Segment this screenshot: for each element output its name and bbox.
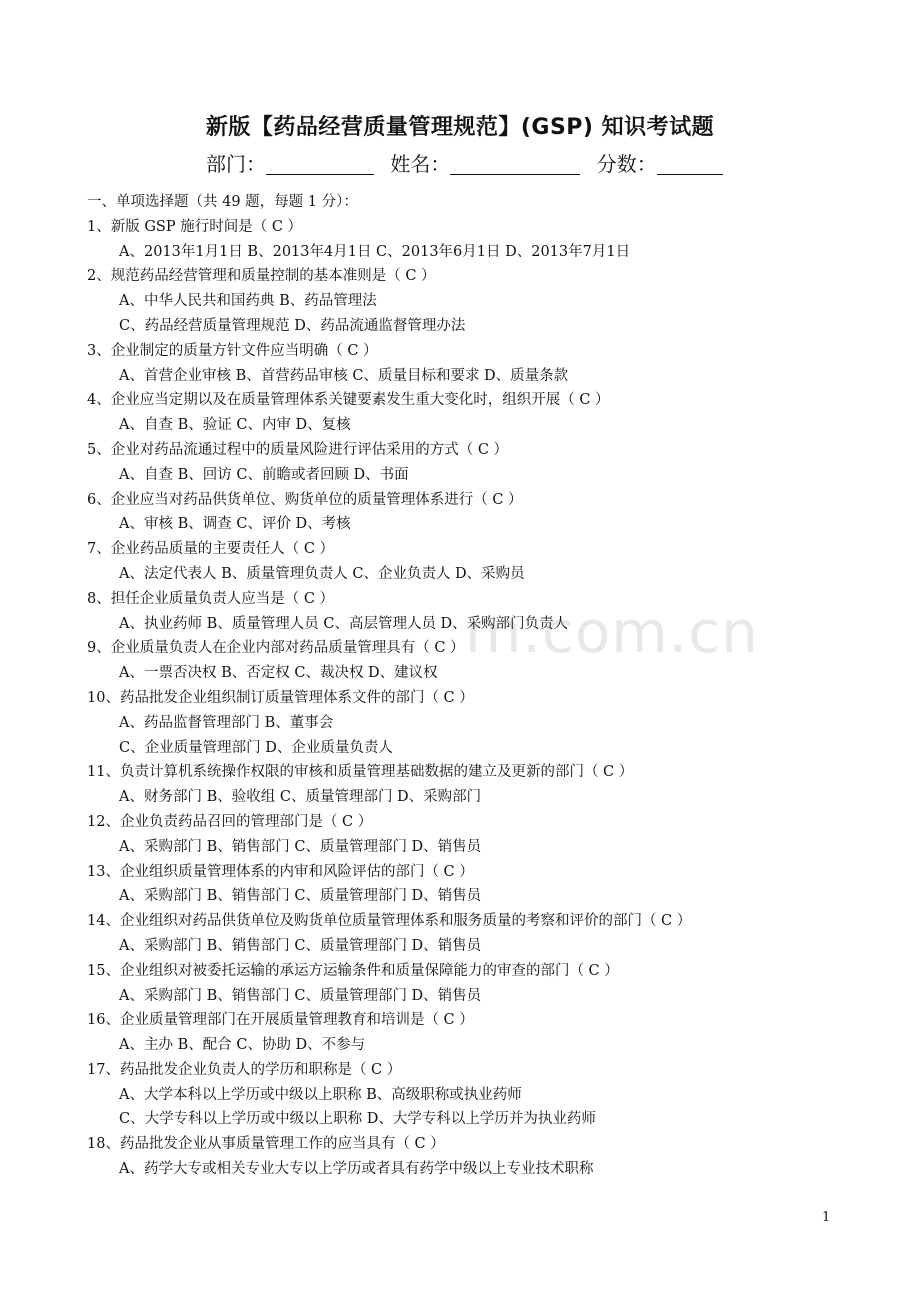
option-line: A、采购部门 B、销售部门 C、质量管理部门 D、销售员 [119, 937, 482, 954]
question-line: 15、企业组织对被委托运输的承运方运输条件和质量保障能力的审查的部门（ C ） [87, 962, 619, 979]
score-blank[interactable] [657, 152, 723, 175]
option-line: C、药品经营质量管理规范 D、药品流通监督管理办法 [119, 317, 466, 334]
question-line: 11、负责计算机系统操作权限的审核和质量管理基础数据的建立及更新的部门（ C ） [87, 764, 634, 781]
question-list [87, 190, 887, 1182]
question-line: 17、药品批发企业负责人的学历和职称是（ C ） [87, 1061, 402, 1078]
question-line: 7、企业药品质量的主要责任人（ C ） [87, 541, 335, 558]
score-label: 分数： [596, 152, 657, 176]
option-line: A、主办 B、配合 C、协助 D、不参与 [119, 1037, 366, 1054]
option-line: A、药学大专或相关专业大专以上学历或者具有药学中级以上专业技术职称 [119, 1161, 594, 1178]
question-line: 2、规范药品经营管理和质量控制的基本准则是（ C ） [87, 268, 436, 285]
question-line: 6、企业应当对药品供货单位、购货单位的质量管理体系进行（ C ） [87, 491, 523, 508]
question-line: 1、新版 GSP 施行时间是（ C ） [87, 218, 303, 235]
department-blank[interactable] [266, 152, 374, 175]
option-line: A、采购部门 B、销售部门 C、质量管理部门 D、销售员 [119, 888, 482, 905]
question-line: 3、企业制定的质量方针文件应当明确（ C ） [87, 342, 378, 359]
name-label: 姓名： [390, 152, 451, 176]
question-line: 8、担任企业质量负责人应当是（ C ） [87, 590, 335, 607]
option-line: A、自查 B、验证 C、内审 D、复核 [119, 417, 351, 434]
department-field [206, 148, 374, 177]
name-blank[interactable] [450, 152, 580, 175]
question-line: 5、企业对药品流通过程中的质量风险进行评估采用的方式（ C ） [87, 441, 509, 458]
option-line: A、首营企业审核 B、首营药品审核 C、质量目标和要求 D、质量条款 [119, 367, 569, 384]
question-line: 16、企业质量管理部门在开展质量管理教育和培训是（ C ） [87, 1012, 474, 1029]
option-line: A、执业药师 B、质量管理人员 C、高层管理人员 D、采购部门负责人 [119, 615, 569, 632]
page-number: 1 [822, 1210, 831, 1225]
question-line: 10、药品批发企业组织制订质量管理体系文件的部门（ C ） [87, 689, 474, 706]
question-line: 一、单项选择题（共 49 题，每题 1 分）： [87, 194, 358, 210]
department-label: 部门： [206, 152, 266, 176]
option-line: A、中华人民共和国药典 B、药品管理法 [119, 293, 377, 310]
option-line: A、药品监督管理部门 B、董事会 [119, 714, 334, 731]
question-line: 13、企业组织质量管理体系的内审和风险评估的部门（ C ） [87, 863, 474, 880]
option-line: A、审核 B、调查 C、评价 D、考核 [119, 516, 351, 533]
exam-title: 新版【药品经营质量管理规范】(GSP) 知识考试题 [205, 115, 715, 140]
option-line: A、大学本科以上学历或中级以上职称 B、高级职称或执业药师 [119, 1086, 522, 1103]
option-line: C、大学专科以上学历或中级以上职称 D、大学专科以上学历并为执业药师 [119, 1111, 596, 1128]
question-line: 12、企业负责药品召回的管理部门是（ C ） [87, 813, 373, 830]
option-line: A、采购部门 B、销售部门 C、质量管理部门 D、销售员 [119, 987, 482, 1004]
name-field [390, 148, 580, 177]
option-line: A、自查 B、回访 C、前瞻或者回顾 D、书面 [119, 466, 409, 483]
option-line: A、采购部门 B、销售部门 C、质量管理部门 D、销售员 [119, 838, 482, 855]
question-line: 14、企业组织对药品供货单位及购货单位质量管理体系和服务质量的考察和评价的部门（ C ） [87, 913, 692, 930]
question-line: 18、药品批发企业从事质量管理工作的应当具有（ C ） [87, 1136, 445, 1153]
option-line: A、一票否决权 B、否定权 C、裁决权 D、建议权 [119, 665, 438, 682]
watermark: m.com.cn [465, 598, 759, 666]
candidate-info [206, 148, 733, 177]
option-line: A、2013年1月1日 B、2013年4月1日 C、2013年6月1日 D、2013年7月1日 [119, 243, 631, 260]
option-line: A、法定代表人 B、质量管理负责人 C、企业负责人 D、采购员 [119, 565, 525, 582]
question-line: 9、企业质量负责人在企业内部对药品质量管理具有（ C ） [87, 640, 465, 657]
option-line: A、财务部门 B、验收组 C、质量管理部门 D、采购部门 [119, 789, 482, 806]
question-line: 4、企业应当定期以及在质量管理体系关键要素发生重大变化时，组织开展（ C ） [87, 392, 610, 409]
option-line: C、企业质量管理部门 D、企业质量负责人 [119, 739, 393, 756]
score-field [597, 148, 723, 177]
